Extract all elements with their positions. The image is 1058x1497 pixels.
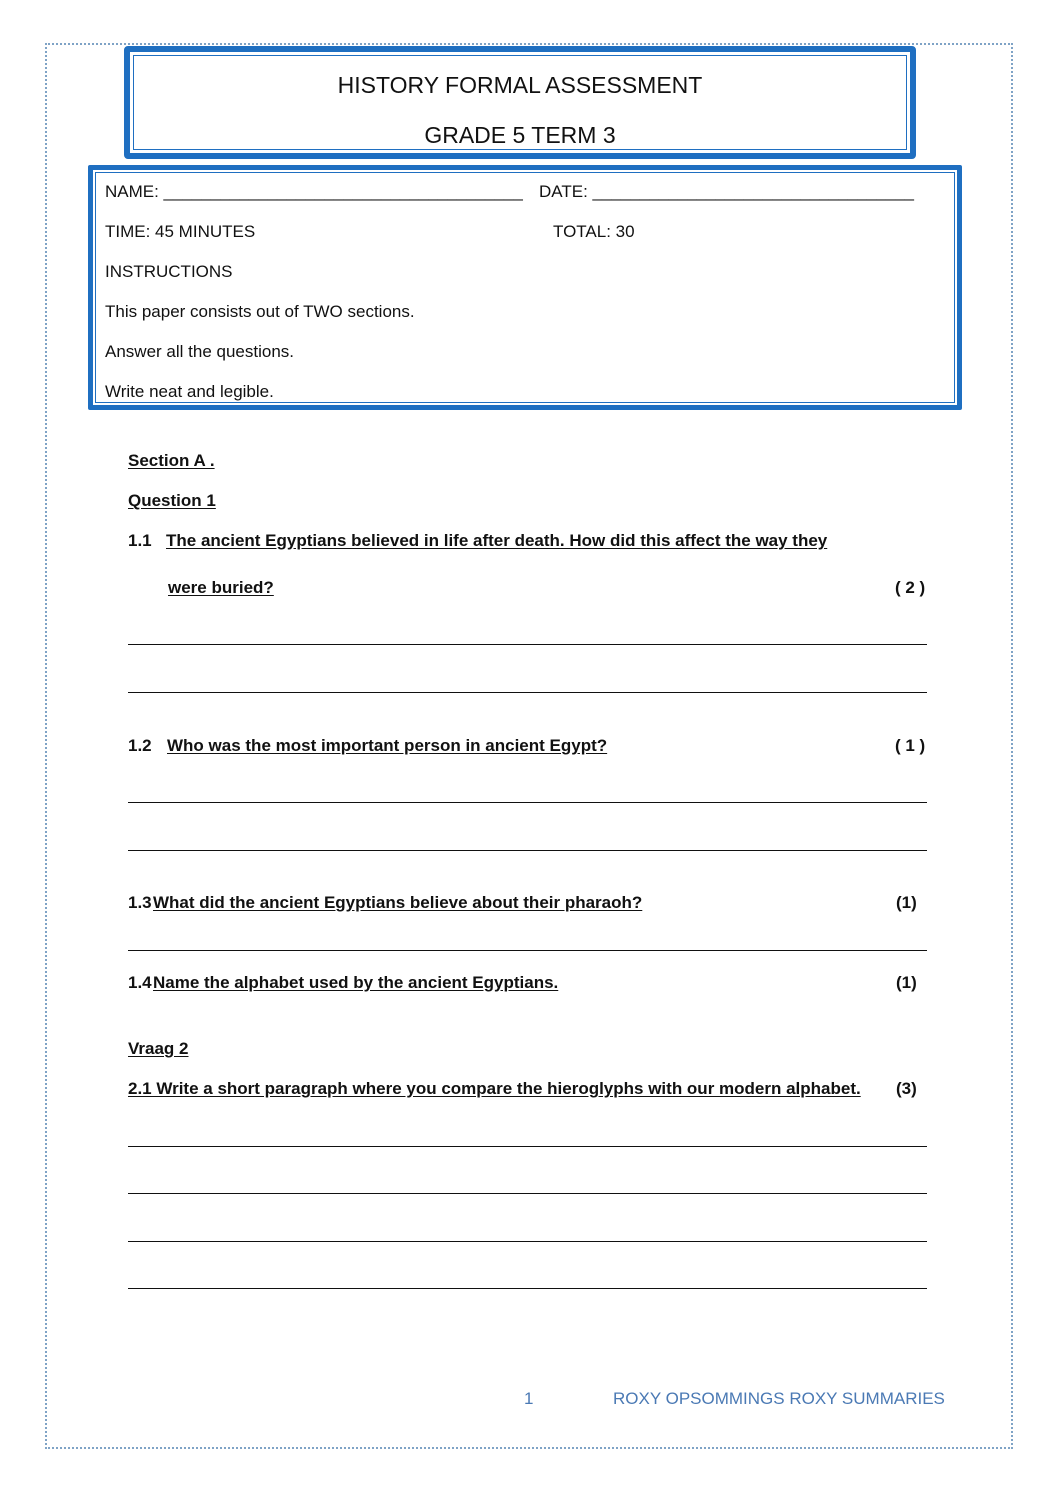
total-label: TOTAL: 30 <box>553 222 635 241</box>
instructions-heading: INSTRUCTIONS <box>105 262 233 281</box>
page-title: HISTORY FORMAL ASSESSMENT <box>337 72 703 98</box>
q2-1-marks: (3) <box>896 1079 917 1098</box>
answer-line[interactable] <box>128 1241 927 1242</box>
q1-3-text: What did the ancient Egyptians believe about their pharaoh? <box>153 893 643 912</box>
question-2-heading: Vraag 2 <box>128 1039 189 1058</box>
title-box <box>124 46 916 159</box>
instruction-item: This paper consists out of TWO sections. <box>105 302 415 321</box>
q1-2-marks: ( 1 ) <box>895 736 926 755</box>
q1-3-number: 1.3 <box>128 893 152 912</box>
name-field[interactable]: NAME: ______________________________________ <box>105 182 523 201</box>
answer-line[interactable] <box>128 850 927 851</box>
q1-4-number: 1.4 <box>128 973 152 992</box>
time-label: TIME: 45 MINUTES <box>105 222 256 241</box>
q1-2-text: Who was the most important person in ancient Egypt? <box>167 736 608 755</box>
q1-1-marks: ( 2 ) <box>895 578 926 597</box>
page-subtitle: GRADE 5 TERM 3 <box>424 122 616 148</box>
q1-4-text: Name the alphabet used by the ancient Egyptians. <box>153 973 559 992</box>
info-box <box>88 165 962 410</box>
q1-2-number: 1.2 <box>128 736 152 755</box>
answer-line[interactable] <box>128 802 927 803</box>
q1-1-text-cont: were buried? <box>168 578 274 597</box>
date-field[interactable]: DATE: __________________________________ <box>539 182 914 201</box>
answer-line[interactable] <box>128 1146 927 1147</box>
section-a-heading: Section A . <box>128 451 215 470</box>
q1-1-number: 1.1 <box>128 531 152 550</box>
q1-1-text: The ancient Egyptians believed in life after death. How did this affect the way they <box>166 531 828 550</box>
q1-4-marks: (1) <box>896 973 917 992</box>
instruction-item: Answer all the questions. <box>105 342 294 361</box>
footer-text: ROXY OPSOMMINGS ROXY SUMMARIES <box>613 1389 945 1408</box>
question-1-heading: Question 1 <box>128 491 216 510</box>
q2-1-text: 2.1 Write a short paragraph where you compare the hieroglyphs with our modern alphabet. <box>128 1079 861 1098</box>
answer-line[interactable] <box>128 1288 927 1289</box>
answer-line[interactable] <box>128 1193 927 1194</box>
answer-line[interactable] <box>128 950 927 951</box>
instruction-item: Write neat and legible. <box>105 382 274 401</box>
answer-line[interactable] <box>128 644 927 645</box>
q1-3-marks: (1) <box>896 893 917 912</box>
page-number: 1 <box>524 1389 534 1408</box>
answer-line[interactable] <box>128 692 927 693</box>
